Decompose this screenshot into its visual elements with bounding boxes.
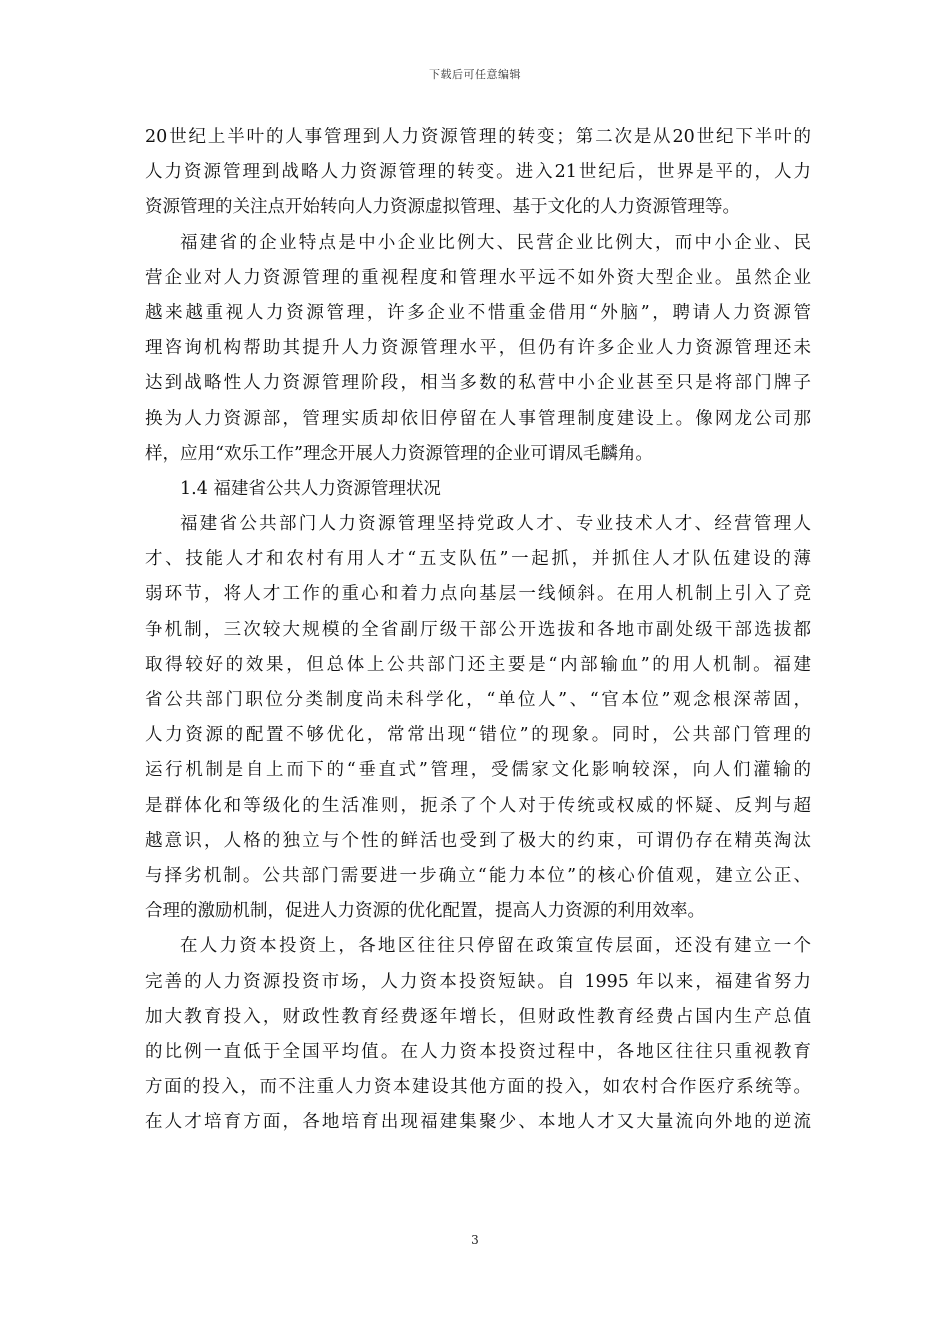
text-line: 加大教育投入，财政性教育经费逐年增长，但财政性教育经费占国内生产总值 — [145, 1006, 811, 1027]
text-line: 人力资源的配置不够优化，常常出现“错位”的现象。同时，公共部门管理的 — [145, 725, 811, 746]
text-line: 在人才培育方面，各地培育出现福建集聚少、本地人才又大量流向外地的逆流 — [145, 1112, 811, 1133]
text-line: 才、技能人才和农村有用人才“五支队伍”一起抓，并抓住人才队伍建设的薄 — [145, 549, 811, 570]
text-line: 理咨询机构帮助其提升人力资源管理水平，但仍有许多企业人力资源管理还未 — [145, 338, 811, 359]
page-header: 下载后可任意编辑 — [429, 68, 521, 81]
text-line: 越来越重视人力资源管理，许多企业不惜重金借用“外脑”，聘请人力资源管 — [145, 302, 811, 323]
text-line: 完善的人力资源投资市场，人力资本投资短缺。自 1995 年以来，福建省努力 — [145, 971, 811, 992]
text-line: 的比例一直低于全国平均值。在人力资本投资过程中，各地区往往只重视教育 — [145, 1041, 811, 1062]
text-line: 是群体化和等级化的生活准则，扼杀了个人对于传统或权威的怀疑、反判与超 — [145, 795, 811, 816]
text-line: 人力资源管理到战略人力资源管理的转变。进入21世纪后，世界是平的，人力 — [145, 162, 811, 183]
text-line: 20世纪上半叶的人事管理到人力资源管理的转变；第二次是从20世纪下半叶的 — [145, 127, 811, 147]
text-line: 争机制，三次较大规模的全省副厅级干部公开选拔和各地市副处级干部选拔都 — [145, 619, 811, 640]
text-line: 资源管理的关注点开始转向人力资源虚拟管理、基于文化的人力资源管理等。 — [145, 197, 740, 218]
text-line: 合理的激励机制，促进人力资源的优化配置，提高人力资源的利用效率。 — [145, 901, 705, 922]
text-line: 样，应用“欢乐工作”理念开展人力资源管理的企业可谓凤毛麟角。 — [145, 443, 653, 464]
text-line: 方面的投入，而不注重人力资本建设其他方面的投入，如农村合作医疗系统等。 — [145, 1077, 811, 1098]
text-line: 与择劣机制。公共部门需要进一步确立“能力本位”的核心价值观，建立公正、 — [145, 865, 811, 886]
text-line: 福建省的企业特点是中小企业比例大、民营企业比例大，而中小企业、民 — [180, 232, 811, 253]
text-line: 在人力资本投资上，各地区往往只停留在政策宣传层面，还没有建立一个 — [180, 936, 811, 957]
text-line: 弱环节，将人才工作的重心和着力点向基层一线倾斜。在用人机制上引入了竞 — [145, 584, 811, 605]
text-line: 达到战略性人力资源管理阶段，相当多数的私营中小企业甚至只是将部门牌子 — [145, 373, 811, 394]
text-line: 换为人力资源部，管理实质却依旧停留在人事管理制度建设上。像网龙公司那 — [145, 408, 811, 429]
text-line: 福建省公共部门人力资源管理坚持党政人才、专业技术人才、经营管理人 — [180, 514, 811, 535]
text-line: 营企业对人力资源管理的重视程度和管理水平远不如外资大型企业。虽然企业 — [145, 267, 811, 288]
text-line: 运行机制是自上而下的“垂直式”管理，受儒家文化影响较深，向人们灌输的 — [145, 760, 811, 781]
text-line: 越意识，人格的独立与个性的鲜活也受到了极大的约束，可谓仍存在精英淘汰 — [145, 830, 811, 851]
text-line: 省公共部门职位分类制度尚未科学化，“单位人”、“官本位”观念根深蒂固， — [145, 690, 811, 710]
text-line: 取得较好的效果，但总体上公共部门还主要是“内部输血”的用人机制。福建 — [145, 654, 811, 675]
text-line: 1.4 福建省公共人力资源管理状况 — [180, 478, 441, 499]
document-body — [145, 120, 811, 1140]
page-number: 3 — [471, 1233, 479, 1247]
